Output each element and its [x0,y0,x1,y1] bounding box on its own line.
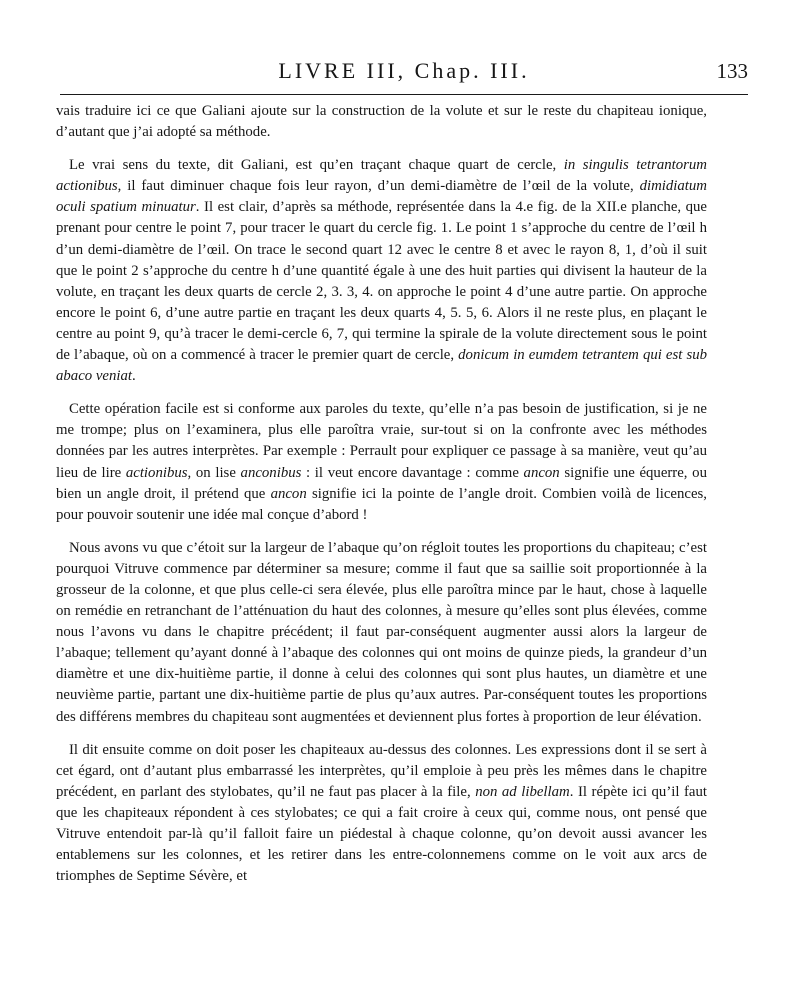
body-text [56,101,707,899]
latin-quotation: ancon [523,464,560,481]
paragraph-3 [56,399,707,526]
text-run: : il veut encore davantage : comme [301,464,524,481]
text-run: Nous avons vu que c’étoit sur la largeur de l’abaque qu’on régloit toutes les proportions du chapiteau; c’est pourquoi Vitruve commence par déterminer sa mesure; comme il faut que sa saillie soit proportionnée à la grosseur de la colonne, et que plus celle-ci sera élevée, plus elle paroîtra mince par le haut, chose à laquelle on remédie en retranchant de l’atténuation du haut des colonnes, à mesure qu’elles sont plus élevées, comme nous l’avons vu dans le chapitre précédent; il faut par-conséquent augmenter aussi alors la largeur de l’abaque; tellement qu’ayant donné à l’abaque des colonnes qui ont moins de quinze pieds, la grandeur d’un diamètre et une dix-huitième partie, il donne à celui des colonnes qui sont plus hautes, un diamètre et une neuvième partie, partant une dix-huitième partie de plus qu’aux autres. Par-conséquent toutes les proportions des différens membres du chapiteau sont augmentées et deviennent plus fortes à proportion de leur élévation. [56,539,707,725]
latin-quotation: actionibus [125,464,188,481]
page-number: 133 [716,59,748,83]
text-run: , il faut diminuer chaque fois leur rayon, d’un demi-diamètre de l’œil de la volute, [117,178,640,195]
text-run: Il dit ensuite comme on doit poser les chapiteaux au-dessus des colonnes. Les expressions dont il se sert à cet égard, ont d’autant plus embarrassé les interprètes, qu’il emploie à peu près les mêmes dans le chapitre précédent, en parlant des stylobates, qu’il ne faut pas placer à la file, [56,741,707,800]
text-run: signifie une équerre, ou bien un angle droit, il prétend que [56,464,707,502]
text-run: signifie ici la pointe de l’angle droit. Combien voilà de licences, pour pouvoir soutenir une idée mal conçue d’abord ! [56,485,707,523]
text-run: , on lise [187,464,241,481]
page-header [60,58,748,95]
text-run: . Il répète ici qu’il faut que les chapiteaux répondent à ces stylobates; ce qui a fait croire à ceux qui, comme nous, ont pensé que Vitruve entendoit par-là qu’il falloit faire un piédestal à chaque colonne, qu’on devoit aussi avancer les entablemens sur les colonnes, et les retirer dans les entre-colonnemens comme on le voit aux arcs de triomphes de Septime Sévère, et [56,783,707,885]
running-title: LIVRE III, Chap. III. [278,58,530,83]
latin-quotation: in singulis tetrantorum actionibus [56,157,707,195]
text-run: . Il est clair, d’après sa méthode, représentée dans la 4.e fig. de la XII.e planche, que prenant pour centre le point 7, pour tracer le quart du cercle fig. 1. Le point 1 s’approche du centre de l’œil h d’un demi-diamètre de l’œil. On trace le second quart 12 avec le centre 8 et avec le rayon 8, 1, d’où il suit que le point 2 s’approche du centre h d’une quantité égale à une des huit parties qui divisent la hauteur de la volute, en traçant les deux quarts de cercle 2, 3. 3, 4. on approche le point 4 d’une autre partie. On approche encore le point 6, d’une autre partie en traçant les deux quarts 4, 5. 5, 6. Alors il ne reste plus, en plaçant le centre au point 9, qu’à tracer le demi-cercle 6, 7, qui termine la spirale de la volute directement sous le point de l’abaque, où on a commencé à tracer le premier quart de cercle, [56,199,708,364]
latin-quotation: anconibus [240,464,302,481]
text-run: Le vrai sens du texte, dit Galiani, est qu’en traçant chaque quart de cercle, [69,157,564,174]
paragraph-2 [56,155,707,387]
text-run: vais traduire ici ce que Galiani ajoute sur la construction de la volute et sur le reste du chapiteau ionique, d’autant que j’ai adopté sa méthode. [56,103,707,141]
latin-quotation: dimidiatum oculi spatium minuatur [56,178,707,216]
latin-quotation: non ad libellam [475,783,570,800]
paragraph-5 [56,740,707,888]
text-run: Cette opération facile est si conforme aux paroles du texte, qu’elle n’a pas besoin de justification, si je ne me trompe; plus on l’examinera, plus elle paroîtra vraie, sur-tout si on la confronte avec les méthodes données par les autres interprètes. Par exemple : Perrault pour expliquer ce passage à sa manière, veut qu’au lieu de lire [56,401,707,481]
latin-quotation: donicum in eumdem tetrantem qui est sub abaco veniat [56,347,707,385]
paragraph-4 [56,538,707,728]
text-run: . [132,368,136,385]
paragraph-1 [56,101,707,143]
latin-quotation: ancon [270,485,307,502]
